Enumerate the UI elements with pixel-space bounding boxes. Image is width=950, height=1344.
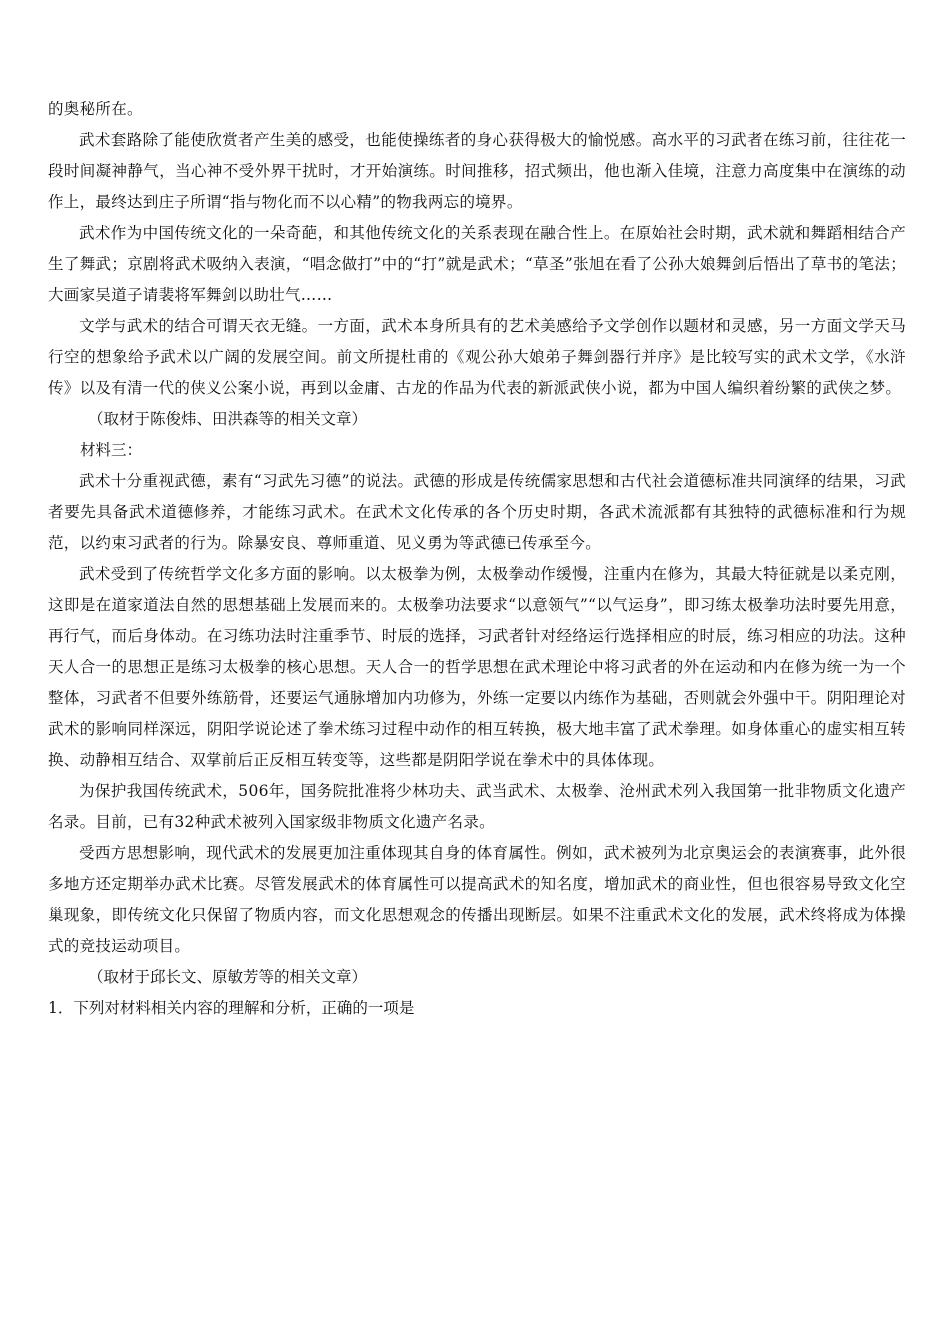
paragraph-heritage-protection: 为保护我国传统武术，506年，国务院批准将少林功夫、武当武术、太极拳、沧州武术列入我国第一批非物质文化遗产名录。目前，已有32种武术被列入国家级非物质文化遗产名录。	[48, 782, 906, 831]
paragraph-continuation: 的奥秘所在。	[48, 100, 143, 118]
paragraph-western-influence: 受西方思想影响，现代武术的发展更加注重体现其自身的体育属性。例如，武术被列为北京奥运会的表演赛事，此外很多地方还定期举办武术比赛。尽管发展武术的体育属性可以提高武术的知名度，增加武术的商业性，但也很容易导致文化空巢现象，即传统文化只保留了物质内容，而文化思想观念的传播出现断层。如果不注重武术文化的发展，武术终将成为体操式的竞技运动项目。	[48, 844, 906, 955]
material-three-label: 材料三：	[80, 441, 143, 459]
document-body	[48, 94, 906, 1024]
paragraph-literature-wushu: 文学与武术的结合可谓天衣无缝。一方面，武术本身所具有的艺术美感给予文学创作以题材和灵感，另一方面文学天马行空的想象给予武术以广阔的发展空间。前文所提杜甫的《观公孙大娘弟子舞剑器行并序》是比较写实的武术文学，《水浒传》以及有清一代的侠义公案小说，再到以金庸、古龙的作品为代表的新派武侠小说，都为中国人编织着纷繁的武侠之梦。	[48, 317, 906, 397]
question-one: 1．下列对材料相关内容的理解和分析，正确的一项是	[48, 999, 415, 1017]
source-note-material-two: （取材于陈俊炜、田洪森等的相关文章）	[88, 410, 368, 428]
source-note-material-three: （取材于邱长文、原敏芳等的相关文章）	[88, 968, 368, 986]
paragraph-philosophy-taiji: 武术受到了传统哲学文化多方面的影响。以太极拳为例，太极拳动作缓慢，注重内在修为，其最大特征就是以柔克刚，这即是在道家道法自然的思想基础上发展而来的。太极拳功法要求“以意领气”“以气运身”，即习练太极拳功法时要先用意，再行气，而后身体动。在习练功法时注重季节、时辰的选择，习武者针对经络运行选择相应的时辰，练习相应的功法。这种天人合一的思想正是练习太极拳的核心思想。天人合一的哲学思想在武术理论中将习武者的外在运动和内在修为统一为一个整体，习武者不但要外练筋骨，还要运气通脉增加内功修为，外练一定要以内练作为基础，否则就会外强中干。阴阳理论对武术的影响同样深远，阴阳学说论述了拳术练习过程中动作的相互转换，极大地丰富了武术拳理。如身体重心的虚实相互转换、动静相互结合、双掌前后正反相互转变等，这些都是阴阳学说在拳术中的具体体现。	[48, 565, 906, 769]
paragraph-wushu-fusion: 武术作为中国传统文化的一朵奇葩，和其他传统文化的关系表现在融合性上。在原始社会时期，武术就和舞蹈相结合产生了舞武；京剧将武术吸纳入表演，“唱念做打”中的“打”就是武术；“草圣”张旭在看了公孙大娘舞剑后悟出了草书的笔法；大画家吴道子请裴将军舞剑以助壮气……	[48, 224, 906, 304]
paragraph-martial-virtue: 武术十分重视武德，素有“习武先习德”的说法。武德的形成是传统儒家思想和古代社会道德标准共同演绎的结果，习武者要先具备武术道德修养，才能练习武术。在武术文化传承的各个历史时期，各武术流派都有其独特的武德标准和行为规范，以约束习武者的行为。除暴安良、尊师重道、见义勇为等武德已传承至今。	[48, 472, 906, 552]
paragraph-wushu-routine: 武术套路除了能使欣赏者产生美的感受，也能使操练者的身心获得极大的愉悦感。高水平的习武者在练习前，往往花一段时间凝神静气，当心神不受外界干扰时，才开始演练。时间推移，招式频出，他也渐入佳境，注意力高度集中在演练的动作上，最终达到庄子所谓“指与物化而不以心精”的物我两忘的境界。	[48, 131, 906, 211]
